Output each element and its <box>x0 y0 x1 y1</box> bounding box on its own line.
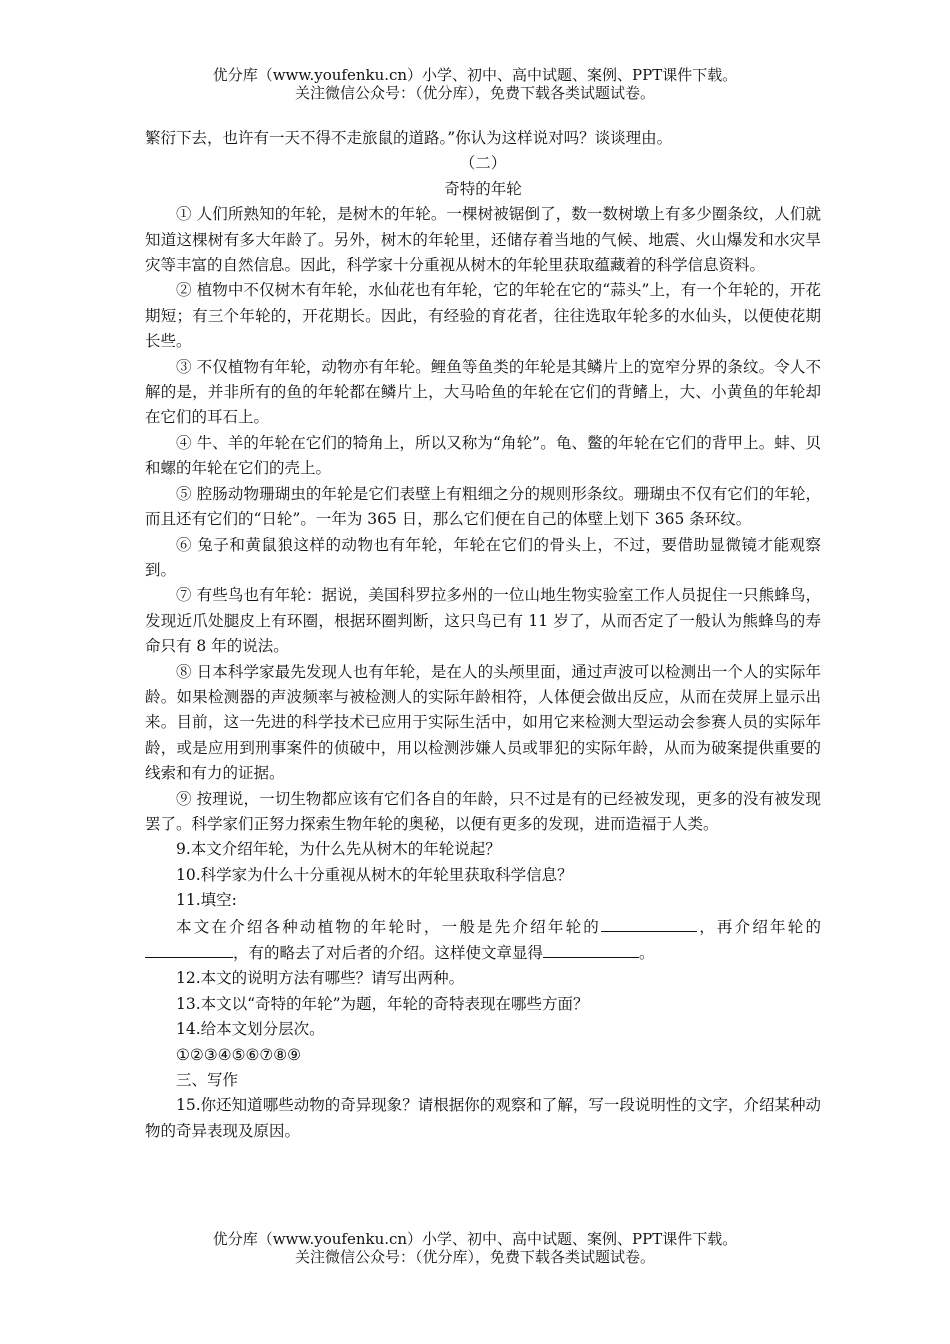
footer-wechat-line: 关注微信公众号：（优分库），免费下载各类试题试卷。 <box>294 1248 655 1266</box>
question-15: 15.你还知道哪些动物的奇异现象？请根据你的观察和了解，写一段说明性的文字，介绍某种动物的奇异表现及原因。 <box>145 1096 821 1140</box>
paragraph-7: ⑦ 有些鸟也有年轮：据说，美国科罗拉多州的一位山地生物实验室工作人员捉住一只熊蜂鸟，发现近爪处腿皮上有环圈，根据环圈判断，这只鸟已有 11 岁了，从而否定了一般认为熊蜂鸟的寿命只有 8 年的说法。 <box>145 586 821 656</box>
footer-site-line: 优分库（www.youfenku.cn）小学、初中、高中试题、案例、PPT课件下载。 <box>212 1230 738 1248</box>
fill-blank-2[interactable] <box>145 940 233 958</box>
article-title: 奇特的年轮 <box>444 179 522 198</box>
section-writing: 三、写作 <box>176 1071 239 1090</box>
question-13: 13.本文以“奇特的年轮”为题，年轮的奇特表现在哪些方面？ <box>176 994 589 1013</box>
q11-text-2: ，再介绍年轮的 <box>697 917 821 936</box>
paragraph-6: ⑥ 兔子和黄鼠狼这样的动物也有年轮，年轮在它们的骨头上，不过，要借助显微镜才能观察到。 <box>145 535 821 579</box>
question-11-fill <box>145 914 821 967</box>
paragraph-4: ④ 牛、羊的年轮在它们的犄角上，所以又称为“角轮”。龟、鳖的年轮在它们的背甲上。蚌、贝和螺的年轮在它们的壳上。 <box>145 433 821 478</box>
paragraph-3: ③ 不仅植物有年轮，动物亦有年轮。鲤鱼等鱼类的年轮是其鳞片上的宽窄分界的条纹。令人不解的是，并非所有的鱼的年轮都在鳞片上，大马哈鱼的年轮在它们的背鳍上，大、小黄鱼的年轮却在它们的耳石上。 <box>145 357 821 427</box>
question-11-label: 11.填空: <box>176 891 237 910</box>
paragraph-9: ⑨ 按理说，一切生物都应该有它们各自的年龄，只不过是有的已经被发现，更多的没有被发现罢了。科学家们正努力探索生物年轮的奥秘，以便有更多的发现，进而造福于人类。 <box>145 789 821 833</box>
question-14-numbers: ①②③④⑤⑥⑦⑧⑨ <box>176 1045 302 1064</box>
paragraph-5: ⑤ 腔肠动物珊瑚虫的年轮是它们表壁上有粗细之分的规则形条纹。珊瑚虫不仅有它们的年轮，而且还有它们的“日轮”。一年为 365 日，那么它们便在自己的体壁上划下 365 条环纹。 <box>145 484 821 529</box>
question-9: 9.本文介绍年轮，为什么先从树木的年轮说起？ <box>176 840 501 859</box>
fill-blank-1[interactable] <box>601 914 697 932</box>
page-header <box>0 66 950 102</box>
paragraph-8: ⑧ 日本科学家最先发现人也有年轮，是在人的头颅里面，通过声波可以检测出一个人的实际年龄。如果检测器的声波频率与被检测人的实际年龄相符，人体便会做出反应，从而在荧屏上显示出来。目前，这一先进的科学技术已应用于实际生活中，如用它来检测大型运动会参赛人员的实际年龄，或是应用到刑事案件的侦破中，用以检测涉嫌人员或罪犯的实际年龄，从而为破案提供重要的线索和有力的证据。 <box>145 662 821 783</box>
section-label: （二） <box>459 154 507 173</box>
q11-text-4: 。 <box>639 944 655 962</box>
q11-text-1: 本文在介绍各种动植物的年轮时，一般是先介绍年轮的 <box>176 917 602 936</box>
question-14: 14.给本文划分层次。 <box>176 1020 325 1039</box>
page-footer <box>0 1230 950 1266</box>
q11-text-3: ，有的略去了对后者的介绍。这样使文章显得 <box>233 944 544 962</box>
paragraph-1: ① 人们所熟知的年轮，是树木的年轮。一棵树被锯倒了，数一数树墩上有多少圈条纹，人们就知道这棵树有多大年龄了。另外，树木的年轮里，还储存着当地的气候、地震、火山爆发和水灾旱灾等丰富的自然信息。因此，科学家十分重视从树木的年轮里获取蕴藏着的科学信息资料。 <box>145 205 821 275</box>
continuation-text: 繁衍下去，也许有一天不得不走旅鼠的道路。”你认为这样说对吗？谈谈理由。 <box>145 129 673 147</box>
document-body <box>145 126 821 1144</box>
paragraph-2: ② 植物中不仅树木有年轮，水仙花也有年轮，它的年轮在它的“蒜头”上，有一个年轮的，开花期短；有三个年轮的，开花期长。因此，有经验的育花者，往往选取年轮多的水仙头，以便使花期长些。 <box>145 281 821 351</box>
header-site-line: 优分库（www.youfenku.cn）小学、初中、高中试题、案例、PPT课件下载。 <box>212 66 738 84</box>
header-wechat-line: 关注微信公众号：（优分库），免费下载各类试题试卷。 <box>294 84 655 102</box>
question-10: 10.科学家为什么十分重视从树木的年轮里获取科学信息？ <box>176 865 573 884</box>
fill-blank-3[interactable] <box>543 940 639 958</box>
question-12: 12.本文的说明方法有哪些？请写出两种。 <box>176 969 465 988</box>
